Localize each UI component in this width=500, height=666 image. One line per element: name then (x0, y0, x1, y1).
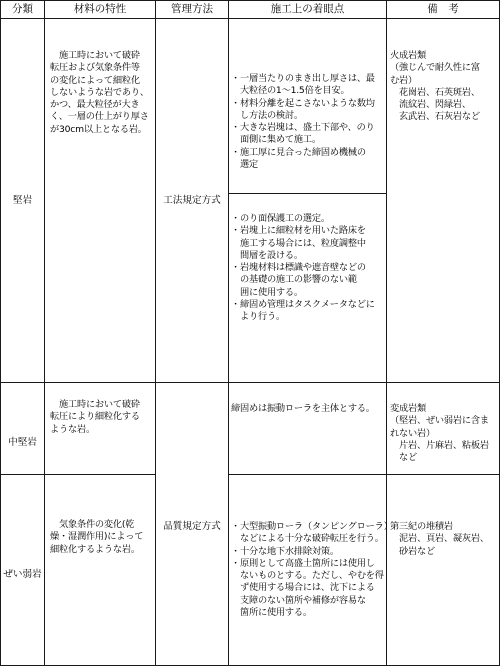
construction-soft (231, 521, 393, 619)
col-divider-3 (228, 0, 229, 666)
text-line: 転圧および気象条件等 (50, 62, 140, 74)
text-line: ないものとする。ただし、やむを得 (231, 570, 384, 582)
category-medium: 中堅岩 (8, 437, 37, 448)
text-line: ・締固め管理はタスクメータなどに (231, 299, 375, 311)
management-method-process: 工法規定方式 (163, 195, 221, 206)
text-line: 流紋岩、閃緑岩、 (390, 99, 471, 111)
row-divider-medium-management (0, 474, 155, 475)
text-line: ・一層当たりのまき出し厚さは、最 (231, 73, 375, 84)
text-line: （強じんで耐久性に富 (390, 62, 480, 74)
col-divider-2 (155, 0, 156, 666)
header-remarks: 備 考 (427, 3, 459, 15)
text-line: 第三紀の堆積岩 (390, 521, 453, 532)
construction-hard-a (231, 73, 375, 171)
text-line: 泥岩、頁岩、凝灰岩、 (390, 533, 489, 545)
material-medium (50, 399, 140, 436)
material-hard (50, 50, 149, 136)
text-line: 施工する場合には、粒度調整中 (231, 237, 366, 249)
header-material: 材料の特性 (73, 3, 127, 15)
construction-hard-b (231, 213, 375, 324)
text-line: む岩） (390, 74, 417, 86)
text-line: 間層を設ける。 (231, 249, 303, 261)
row-divider-hard-medium (0, 382, 500, 383)
text-line: ・大型振動ローラ（タンピングローラ） (231, 521, 393, 532)
text-line: しないような岩であり、 (50, 86, 149, 98)
header-construction: 施工上の着眼点 (270, 3, 345, 15)
text-line: 砂岩など (390, 545, 435, 557)
header-category: 分類 (12, 3, 33, 15)
text-line: れない岩） (390, 427, 435, 439)
text-line: ・のり面保護工の選定。 (231, 213, 330, 224)
text-line: 転圧により細粒化する (50, 411, 140, 423)
text-line: 火成岩類 (390, 50, 426, 61)
material-soft (50, 519, 143, 556)
text-line: ・原則として高盛土箇所には使用し (231, 557, 375, 569)
text-line: 花崗岩、石英斑岩、 (390, 86, 480, 98)
col-divider-1 (44, 0, 45, 666)
text-line: ・材料分離を起こさないような数均 (231, 97, 375, 109)
text-line: ・十分な地下水排除対策。 (231, 545, 339, 557)
construction-medium (231, 403, 375, 415)
text-line: く、一層の仕上がり厚さ (50, 111, 149, 123)
text-line: より行う。 (231, 311, 285, 323)
text-line: 施工時において破砕 (50, 399, 140, 410)
construction-subdivider (228, 193, 386, 194)
text-line: 片岩、片麻岩、粘板岩 (390, 439, 489, 451)
text-line: ・大きな岩塊は、盛土下部や、のり (231, 122, 375, 134)
remarks-medium (390, 403, 489, 464)
text-line: 玄武岩、石灰岩など (390, 111, 480, 123)
text-line: 大粒径の1～1.5倍を目安。 (231, 85, 350, 97)
text-line: ず使用する場合には、沈下による (231, 582, 375, 594)
text-line: が30cm以上となる岩。 (50, 123, 147, 135)
text-line: 選定 (231, 159, 258, 171)
text-line: など (390, 452, 417, 464)
header-divider (0, 18, 500, 19)
text-line: ・岩塊材料は標識や遮音壁などの (231, 262, 366, 274)
text-line: 変成岩類 (390, 403, 426, 414)
text-line: などによる十分な破砕転圧を行う。 (231, 533, 384, 545)
remarks-hard (390, 50, 480, 124)
text-line: かつ、最大粒径が大き (50, 99, 140, 111)
text-line: 気象条件の変化(乾 (50, 519, 135, 530)
table-border-top (0, 0, 500, 1)
text-line: （堅岩、ぜい弱岩に含ま (390, 415, 489, 427)
category-hard: 堅岩 (12, 195, 33, 206)
remarks-soft (390, 521, 489, 558)
text-line: 施工時において破砕 (50, 50, 140, 61)
text-line: ・岩塊上に細粒材を用いた路床を (231, 225, 366, 237)
text-line: 細粒化するような岩。 (50, 543, 140, 555)
header-management: 管理方法 (171, 3, 213, 15)
row-divider-medium-remarks (228, 474, 500, 475)
text-line: 締固めは振動ローラを主体とする。 (231, 403, 375, 414)
text-line: 燥・湿潤作用)によって (50, 531, 144, 543)
text-line: の基礎の施工の影響のない範 (231, 274, 357, 286)
text-line: 箇所に使用する。 (231, 607, 312, 619)
text-line: 面側に集めて施工。 (231, 134, 321, 146)
text-line: 囲に使用する。 (231, 286, 303, 298)
management-method-quality: 品質規定方式 (163, 521, 221, 532)
category-soft: ぜい弱岩 (3, 569, 42, 580)
text-line: し方法の検討。 (231, 109, 303, 121)
text-line: ・施工厚に見合った締固め機械の (231, 146, 366, 158)
text-line: ような岩。 (50, 423, 95, 435)
text-line: 支障のない箇所や補修が容易な (231, 594, 366, 606)
text-line: の変化によって細粒化 (50, 74, 140, 86)
